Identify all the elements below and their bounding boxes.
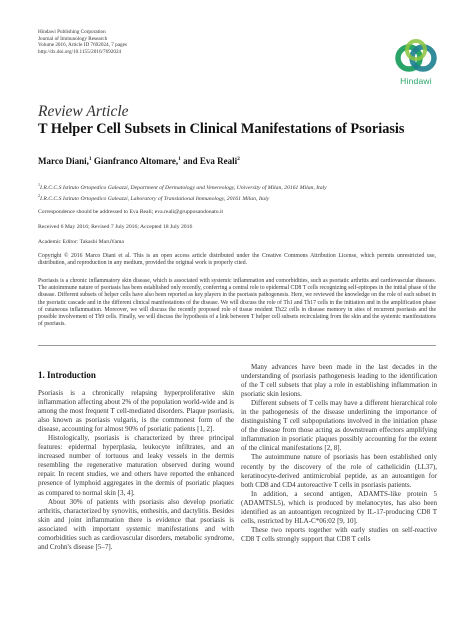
paragraph: Psoriasis is a chronically relapsing hyperproliferative skin inflammation affecting about 2% of the population world-wide and is among the most frequent T cell-mediated disorders. Plaque psoriasis, also known as psoriasis vulgaris, is the commonest form of the disease, accounting for almost 90% of psoriatic patients [1, 2].: [38, 389, 234, 434]
article-type: Review Article: [38, 103, 129, 120]
copyright-notice: Copyright © 2016 Marco Diani et al. This is an open access article distributed under the Creative Commons Attribution License, which permits unrestricted use, distribution, and reproduction in any medium, provided the original work is properly cited.: [38, 253, 436, 267]
dates: Received 6 May 2016; Revised 7 July 2016; Accepted 18 July 2016: [38, 224, 193, 230]
paragraph: Many advances have been made in the last decades in the understanding of psoriasis pathogenesis leading to the identification of the T cell subsets that play a role in establishing inflammation in psoriatic skin lesions.: [241, 363, 437, 399]
affil-text: I.R.C.C.S Istituto Ortopedico Galeazzi, Department of Dermatology and Venereology, University of Milan, 20161 Milan, Italy: [40, 184, 327, 191]
author-name: Gianfranco Altomare,: [91, 156, 179, 166]
meta-doi[interactable]: http://dx.doi.org/10.1155/2016/7692024: [38, 48, 122, 55]
affiliations: [38, 181, 327, 204]
brand-name: Hindawi: [400, 76, 432, 86]
author-sup: 1: [178, 156, 181, 162]
paragraph: Different subsets of T cells may have a different hierarchical role in the pathogenesis of the disease underlining the importance of distinguishing T cell subpopulations involved in the initiation phase of the disease from those acting as downstream effectors amplifying inflammation in psoriatic plaques possibly accounting for the extent of the clinical manifestations [2, 8].: [241, 399, 437, 453]
paragraph: Histologically, psoriasis is characterized by three principal features: epidermal hyperplasia, leukocyte infiltrates, and an increased number of tortuous and leaky vessels in the dermis resembling the regenerative maturation observed during wound repair. In recent studies, we and others have reported the enhanced presence of lymphoid aggregates in the dermis of psoriatic plaques as compared to normal skin [3, 4].: [38, 434, 234, 497]
affiliation-line: [38, 192, 327, 203]
paragraph: About 30% of patients with psoriasis also develop psoriatic arthritis, characterized by synovitis, enthesitis, and dactylitis. Besides skin and joint inflammation there is evidence that psoriasis is associated with important systemic manifestations and with comorbidities such as cardiovascular disorders, metabolic syndrome, and Crohn's disease [5–7].: [38, 497, 234, 551]
author-name: Marco Diani,: [38, 156, 89, 166]
author-sup: 1: [88, 156, 92, 162]
paragraph: These two reports together with early studies on self-reactive CD8 T cells strongly support that CD8 T cells: [241, 525, 437, 543]
abstract: Psoriasis is a chronic inflammatory skin disease, which is associated with systemic inflammation and comorbidities, such as psoriatic arthritis and cardiovascular diseases. The autoimmune nature of psoriasis has been established only recently, conferring a central role to epidermal CD8 T cells recognizing self-epitopes in the initial phase of the disease. Different subsets of helper cells have also been reported as key players in the psoriasis pathogenesis. Here, we reviewed the knowledge on the role of each subset in the psoriatic cascade and in the different clinical manifestations of the disease. We will discuss the role of Th1 and Th17 cells in the initiation and in the amplification phase of cutaneous inflammation. Moreover, we will discuss the recently proposed role of tissue resident Th22 cells in disease memory in sites of recurrent psoriasis and the possible involvement of Th9 cells. Finally, we will discuss the hypothesis of a link between T helper cell subsets recirculating from the skin and the systemic manifestations of psoriasis.: [38, 278, 436, 328]
author-name: and Eva Reali: [180, 156, 238, 166]
divider: [38, 345, 436, 346]
paragraph: The autoimmune nature of psoriasis has been established only recently by the discovery of the role of cathelicidin (LL37), keratinocyte-derived antimicrobial peptide, as an autoantigen for both CD8 and CD4 autoreactive T cells in psoriasis patients.: [241, 453, 437, 489]
correspondence: Correspondence should be addressed to Eva Reali; eva.reali@grupposandonato.it: [38, 209, 224, 215]
section-heading: 1. Introduction: [38, 370, 96, 380]
paragraph: In addition, a second antigen, ADAMTS-like protein 5 (ADAMTSL5), which is produced by melanocytes, has also been identified as an autoantigen recognized by IL-17-producing CD8 T cells, restricted by HLA-C*06:02 [9, 10].: [241, 489, 437, 525]
right-column: [241, 363, 437, 544]
left-column: [38, 389, 234, 552]
affil-text: I.R.C.C.S Istituto Ortopedico Galeazzi, Laboratory of Translational Immunology, 20161 Milan, Italy: [40, 196, 270, 203]
affiliation-line: [38, 181, 327, 192]
affil-sup: 1: [38, 182, 40, 187]
meta-journal: Journal of Immunology Research: [38, 35, 108, 42]
hindawi-logo-icon: [394, 36, 438, 80]
article-title: T Helper Cell Subsets in Clinical Manifestations of Psoriasis: [38, 121, 405, 137]
author-sup: 2: [237, 156, 240, 162]
journal-meta: [38, 29, 127, 55]
meta-volume: Volume 2016, Article ID 7692024, 7 pages: [38, 42, 127, 49]
affil-sup: 2: [38, 193, 40, 199]
author-list: [38, 156, 240, 166]
academic-editor: Academic Editor: Takashi MaruYama: [38, 239, 124, 245]
meta-publisher: Hindawi Publishing Corporation: [38, 29, 106, 35]
